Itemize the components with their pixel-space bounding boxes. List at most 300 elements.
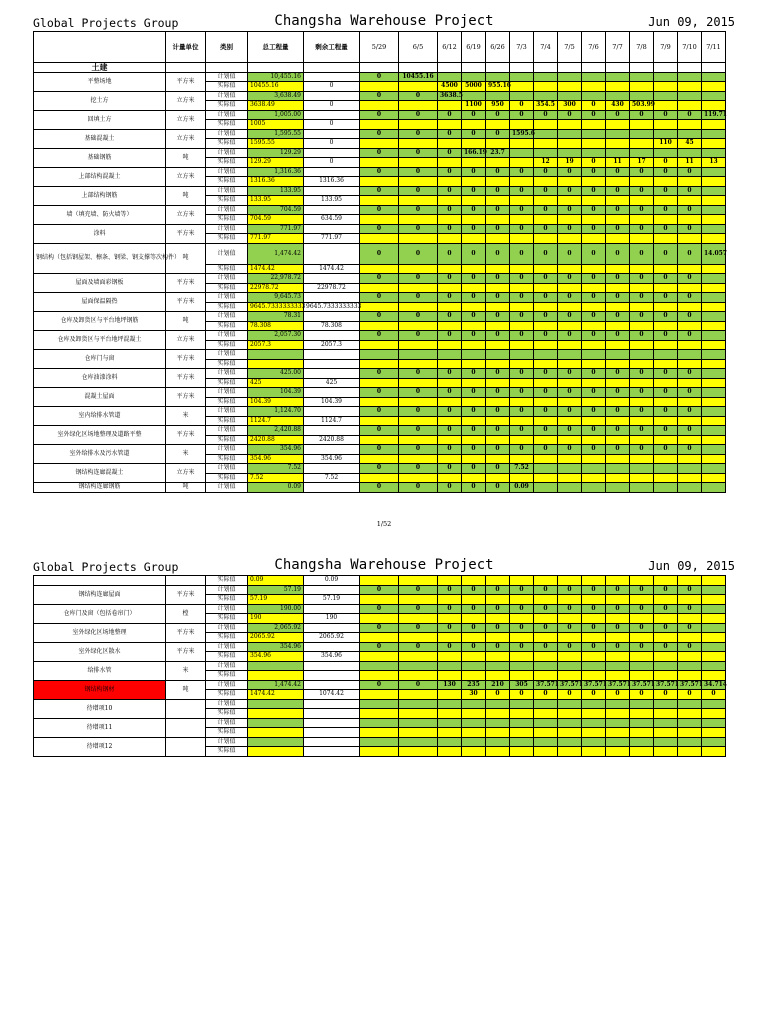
col-week: 6/5 — [399, 32, 438, 63]
plan-week-cell: 0 — [678, 205, 702, 215]
planned-total: 104.39 — [248, 388, 304, 398]
plan-week-cell: 0 — [534, 312, 558, 322]
actual-total: 704.59 — [248, 215, 304, 225]
section-title: 土建 — [34, 63, 166, 73]
actual-week-cell — [360, 595, 399, 605]
actual-week-cell — [630, 435, 654, 445]
remaining-blank — [304, 186, 360, 196]
actual-week-cell — [486, 709, 510, 719]
actual-week-cell — [582, 196, 606, 206]
row-type-actual: 实际值 — [206, 728, 248, 738]
actual-week-cell — [606, 671, 630, 681]
plan-week-cell — [399, 661, 438, 671]
planned-total: 129.29 — [248, 148, 304, 158]
actual-week-cell — [399, 652, 438, 662]
table-row — [34, 312, 726, 322]
actual-week-cell — [582, 747, 606, 757]
actual-week-cell: 5000 — [462, 82, 486, 92]
plan-week-cell — [510, 699, 534, 709]
plan-week-cell: 0 — [486, 312, 510, 322]
plan-week-cell — [534, 483, 558, 493]
plan-week-cell — [582, 148, 606, 158]
plan-week-cell — [702, 464, 726, 474]
actual-week-cell — [702, 378, 726, 388]
table-row — [34, 407, 726, 417]
plan-week-cell — [486, 350, 510, 360]
actual-week-cell — [630, 139, 654, 149]
actual-week-cell — [534, 747, 558, 757]
plan-week-cell — [654, 699, 678, 709]
plan-week-cell: 0 — [510, 331, 534, 341]
row-type-actual: 实际值 — [206, 101, 248, 111]
plan-week-cell: 0 — [438, 604, 462, 614]
actual-week-cell — [438, 177, 462, 187]
actual-week-cell — [438, 614, 462, 624]
actual-week-cell — [360, 728, 399, 738]
actual-week-cell — [438, 101, 462, 111]
table-row — [34, 243, 726, 264]
schedule-table-page-2 — [33, 575, 726, 757]
plan-week-cell — [630, 72, 654, 82]
empty-cell — [399, 63, 438, 73]
plan-week-cell: 0 — [399, 274, 438, 284]
actual-week-cell — [702, 196, 726, 206]
item-name: 室外给排水及污水管道 — [34, 445, 166, 464]
plan-week-cell: 0 — [360, 148, 399, 158]
table-row — [34, 110, 726, 120]
item-unit: 平方米 — [166, 274, 206, 293]
plan-week-cell — [558, 72, 582, 82]
plan-week-cell — [678, 148, 702, 158]
plan-week-cell: 0 — [360, 91, 399, 101]
actual-week-cell — [462, 652, 486, 662]
actual-week-cell — [654, 359, 678, 369]
plan-week-cell: 0 — [534, 224, 558, 234]
table-row — [34, 274, 726, 284]
row-type-actual: 实际值 — [206, 416, 248, 426]
actual-week-cell — [510, 340, 534, 350]
plan-week-cell: 0 — [438, 464, 462, 474]
plan-week-cell: 0 — [654, 585, 678, 595]
actual-week-cell: 0 — [654, 158, 678, 168]
plan-week-cell: 0 — [558, 642, 582, 652]
plan-week-cell: 10455.16 — [399, 72, 438, 82]
actual-week-cell: 11 — [606, 158, 630, 168]
row-type-plan: 计划值 — [206, 274, 248, 284]
plan-week-cell — [606, 464, 630, 474]
actual-week-cell — [438, 302, 462, 312]
actual-week-cell — [399, 633, 438, 643]
actual-total: 9645.7333333333 — [248, 302, 304, 312]
actual-week-cell — [630, 416, 654, 426]
actual-week-cell — [630, 120, 654, 130]
plan-week-cell: 0 — [606, 167, 630, 177]
actual-week-cell — [360, 473, 399, 483]
actual-week-cell — [510, 158, 534, 168]
plan-week-cell: 0 — [399, 369, 438, 379]
plan-week-cell: 0 — [462, 186, 486, 196]
actual-week-cell — [702, 595, 726, 605]
actual-week-cell — [654, 234, 678, 244]
actual-week-cell: 503.99 — [630, 101, 654, 111]
actual-week-cell — [438, 359, 462, 369]
actual-week-cell — [606, 340, 630, 350]
item-name: 涂料 — [34, 224, 166, 243]
empty-cell — [166, 63, 206, 73]
empty-cell — [462, 63, 486, 73]
actual-week-cell — [399, 234, 438, 244]
actual-week-cell — [399, 378, 438, 388]
plan-week-cell: 0 — [558, 243, 582, 264]
plan-week-cell — [702, 623, 726, 633]
plan-week-cell: 0 — [654, 426, 678, 436]
actual-week-cell — [360, 82, 399, 92]
actual-week-cell — [702, 82, 726, 92]
remaining-qty — [304, 671, 360, 681]
plan-week-cell: 0 — [510, 274, 534, 284]
plan-week-cell — [582, 91, 606, 101]
table-row — [34, 699, 726, 709]
actual-total: 104.39 — [248, 397, 304, 407]
empty-cell — [206, 63, 248, 73]
plan-week-cell: 0 — [558, 604, 582, 614]
plan-week-cell — [654, 129, 678, 139]
actual-week-cell — [438, 435, 462, 445]
plan-week-cell: 0 — [606, 585, 630, 595]
page-number: 1/52 — [376, 520, 392, 528]
plan-week-cell: 0 — [582, 312, 606, 322]
planned-total: 78.31 — [248, 312, 304, 322]
item-unit: 立方米 — [166, 167, 206, 186]
item-name: 给排水管 — [34, 661, 166, 680]
plan-week-cell — [582, 350, 606, 360]
plan-week-cell: 0 — [630, 293, 654, 303]
remaining-blank — [304, 426, 360, 436]
plan-week-cell: 0 — [462, 312, 486, 322]
plan-week-cell: 0 — [630, 623, 654, 633]
plan-week-cell — [582, 483, 606, 493]
actual-week-cell — [558, 397, 582, 407]
plan-week-cell: 0 — [399, 331, 438, 341]
actual-week-cell — [360, 158, 399, 168]
plan-week-cell: 0 — [606, 369, 630, 379]
row-type-plan: 计划值 — [206, 243, 248, 264]
actual-week-cell — [486, 633, 510, 643]
actual-week-cell — [360, 196, 399, 206]
item-unit: 平方米 — [166, 623, 206, 642]
plan-week-cell — [534, 91, 558, 101]
plan-week-cell — [654, 464, 678, 474]
actual-week-cell: 0 — [702, 690, 726, 700]
actual-week-cell — [606, 747, 630, 757]
actual-week-cell — [399, 264, 438, 274]
row-type-plan: 计划值 — [206, 642, 248, 652]
actual-week-cell — [534, 340, 558, 350]
report-date: Jun 09, 2015 — [648, 15, 735, 29]
actual-week-cell — [702, 709, 726, 719]
plan-week-cell — [678, 72, 702, 82]
row-type-actual: 实际值 — [206, 82, 248, 92]
plan-week-cell — [510, 718, 534, 728]
plan-week-cell: 0 — [534, 642, 558, 652]
plan-week-cell: 0 — [360, 369, 399, 379]
col-week: 7/9 — [654, 32, 678, 63]
actual-week-cell — [606, 397, 630, 407]
actual-week-cell — [630, 234, 654, 244]
plan-week-cell: 0 — [462, 642, 486, 652]
row-type-plan: 计划值 — [206, 483, 248, 493]
planned-total: 0.09 — [248, 483, 304, 493]
actual-week-cell — [462, 435, 486, 445]
plan-week-cell — [510, 91, 534, 101]
plan-week-cell — [534, 661, 558, 671]
col-week: 7/5 — [558, 32, 582, 63]
plan-week-cell: 0 — [678, 224, 702, 234]
actual-week-cell — [438, 378, 462, 388]
actual-week-cell: 0 — [654, 690, 678, 700]
actual-week-cell — [582, 397, 606, 407]
actual-week-cell: 0 — [486, 690, 510, 700]
remaining-blank — [304, 148, 360, 158]
actual-week-cell — [399, 473, 438, 483]
plan-week-cell: 0 — [399, 407, 438, 417]
row-type-plan: 计划值 — [206, 167, 248, 177]
plan-week-cell — [558, 483, 582, 493]
row-type-actual: 实际值 — [206, 321, 248, 331]
actual-week-cell — [654, 177, 678, 187]
row-type-actual: 实际值 — [206, 359, 248, 369]
project-title: Changsha Warehouse Project — [274, 557, 494, 573]
plan-week-cell: 0 — [510, 445, 534, 455]
actual-total: 2057.3 — [248, 340, 304, 350]
table-row — [34, 464, 726, 474]
actual-week-cell — [438, 671, 462, 681]
plan-week-cell: 235 — [462, 680, 486, 690]
plan-week-cell — [678, 464, 702, 474]
actual-week-cell: 950 — [486, 101, 510, 111]
actual-week-cell — [360, 671, 399, 681]
actual-week-cell — [630, 633, 654, 643]
actual-week-cell — [678, 302, 702, 312]
actual-week-cell — [558, 454, 582, 464]
plan-week-cell: 0 — [510, 205, 534, 215]
actual-week-cell — [438, 234, 462, 244]
plan-week-cell: 0 — [678, 445, 702, 455]
actual-week-cell — [606, 633, 630, 643]
plan-week-cell — [702, 186, 726, 196]
plan-week-cell: 0 — [582, 642, 606, 652]
plan-week-cell: 0 — [654, 167, 678, 177]
plan-week-cell: 0 — [510, 167, 534, 177]
plan-week-cell: 0 — [438, 642, 462, 652]
actual-total: 1316.36 — [248, 177, 304, 187]
remaining-qty — [304, 359, 360, 369]
plan-week-cell: 305 — [510, 680, 534, 690]
plan-week-cell: 0 — [462, 604, 486, 614]
plan-week-cell: 37.571 — [534, 680, 558, 690]
actual-week-cell — [630, 747, 654, 757]
actual-week-cell — [654, 397, 678, 407]
row-type-plan: 计划值 — [206, 350, 248, 360]
empty-cell — [438, 63, 462, 73]
plan-week-cell — [462, 718, 486, 728]
actual-week-cell: 0 — [510, 690, 534, 700]
actual-week-cell — [486, 283, 510, 293]
actual-total — [248, 747, 304, 757]
actual-week-cell — [399, 283, 438, 293]
plan-week-cell: 0 — [654, 224, 678, 234]
actual-week-cell — [399, 671, 438, 681]
actual-total — [248, 728, 304, 738]
plan-week-cell: 0 — [510, 186, 534, 196]
plan-week-cell: 23.7 — [486, 148, 510, 158]
plan-week-cell — [462, 72, 486, 82]
item-name: 基础混凝土 — [34, 129, 166, 148]
plan-week-cell: 0 — [558, 224, 582, 234]
actual-week-cell — [654, 595, 678, 605]
actual-week-cell — [654, 633, 678, 643]
item-name: 待增项12 — [34, 737, 166, 756]
plan-week-cell: 0 — [486, 205, 510, 215]
remaining-qty — [304, 728, 360, 738]
item-unit: 吨 — [166, 186, 206, 205]
actual-week-cell — [702, 576, 726, 586]
item-name: 待增项11 — [34, 718, 166, 737]
plan-week-cell: 0 — [630, 369, 654, 379]
planned-total — [248, 737, 304, 747]
actual-week-cell — [510, 595, 534, 605]
remaining-blank — [304, 91, 360, 101]
actual-week-cell — [510, 82, 534, 92]
actual-week-cell — [360, 215, 399, 225]
plan-week-cell: 0 — [462, 445, 486, 455]
actual-week-cell: 45 — [678, 139, 702, 149]
actual-week-cell: 1100 — [462, 101, 486, 111]
actual-week-cell — [438, 158, 462, 168]
plan-week-cell — [438, 737, 462, 747]
actual-week-cell — [678, 652, 702, 662]
actual-week-cell — [399, 747, 438, 757]
actual-week-cell — [702, 120, 726, 130]
plan-week-cell — [510, 661, 534, 671]
row-type-actual: 实际值 — [206, 378, 248, 388]
row-type-plan: 计划值 — [206, 623, 248, 633]
item-unit: 米 — [166, 661, 206, 680]
plan-week-cell: 0 — [462, 331, 486, 341]
actual-week-cell — [630, 709, 654, 719]
plan-week-cell: 0 — [510, 426, 534, 436]
plan-week-cell: 166.19 — [462, 148, 486, 158]
remaining-qty: 104.39 — [304, 397, 360, 407]
item-name — [34, 576, 166, 586]
plan-week-cell: 0 — [534, 243, 558, 264]
plan-week-cell: 0 — [462, 167, 486, 177]
plan-week-cell — [462, 661, 486, 671]
actual-week-cell — [399, 196, 438, 206]
plan-week-cell: 0 — [630, 426, 654, 436]
actual-week-cell — [702, 652, 726, 662]
actual-week-cell — [654, 435, 678, 445]
actual-week-cell — [606, 652, 630, 662]
remaining-blank — [304, 483, 360, 493]
col-week: 7/8 — [630, 32, 654, 63]
plan-week-cell — [702, 699, 726, 709]
row-type-plan: 计划值 — [206, 331, 248, 341]
plan-week-cell — [510, 350, 534, 360]
actual-week-cell — [582, 321, 606, 331]
actual-week-cell — [486, 340, 510, 350]
planned-total: 22,978.72 — [248, 274, 304, 284]
actual-week-cell — [510, 416, 534, 426]
actual-week-cell — [486, 196, 510, 206]
plan-week-cell: 0 — [510, 243, 534, 264]
plan-week-cell: 0 — [606, 388, 630, 398]
plan-week-cell — [534, 699, 558, 709]
plan-week-cell: 1595.6 — [510, 129, 534, 139]
remaining-qty: 0.09 — [304, 576, 360, 586]
actual-week-cell — [438, 283, 462, 293]
actual-week-cell — [399, 321, 438, 331]
actual-week-cell — [702, 435, 726, 445]
plan-week-cell: 0 — [654, 110, 678, 120]
col-week: 7/11 — [702, 32, 726, 63]
remaining-blank — [304, 331, 360, 341]
planned-total: 133.95 — [248, 186, 304, 196]
actual-week-cell — [486, 728, 510, 738]
plan-week-cell — [360, 737, 399, 747]
actual-week-cell — [534, 264, 558, 274]
actual-week-cell — [678, 264, 702, 274]
plan-week-cell: 0 — [510, 388, 534, 398]
row-type-plan: 计划值 — [206, 737, 248, 747]
actual-week-cell — [558, 728, 582, 738]
plan-week-cell: 0 — [360, 274, 399, 284]
plan-week-cell: 0 — [438, 312, 462, 322]
actual-total: 354.96 — [248, 454, 304, 464]
plan-week-cell: 0 — [399, 224, 438, 234]
item-name: 仓库门与窗 — [34, 350, 166, 369]
plan-week-cell: 0 — [678, 604, 702, 614]
table-row — [34, 576, 726, 586]
plan-week-cell: 0 — [438, 274, 462, 284]
actual-week-cell — [510, 576, 534, 586]
plan-week-cell: 0 — [654, 642, 678, 652]
plan-week-cell — [630, 350, 654, 360]
plan-week-cell: 0 — [399, 148, 438, 158]
actual-week-cell — [702, 671, 726, 681]
actual-week-cell — [360, 652, 399, 662]
plan-week-cell: 0 — [558, 388, 582, 398]
actual-week-cell — [438, 416, 462, 426]
plan-week-cell: 14.057 — [702, 243, 726, 264]
plan-week-cell: 0 — [606, 407, 630, 417]
plan-week-cell: 0 — [678, 186, 702, 196]
plan-week-cell — [486, 91, 510, 101]
item-unit: 平方米 — [166, 72, 206, 91]
remaining-blank — [304, 718, 360, 728]
actual-week-cell — [654, 416, 678, 426]
plan-week-cell: 0 — [582, 224, 606, 234]
actual-total: 78.308 — [248, 321, 304, 331]
row-type-actual: 实际值 — [206, 397, 248, 407]
plan-week-cell: 0 — [630, 642, 654, 652]
row-type-plan: 计划值 — [206, 129, 248, 139]
plan-week-cell: 0 — [606, 445, 630, 455]
actual-week-cell — [462, 234, 486, 244]
item-unit: 立方米 — [166, 129, 206, 148]
actual-week-cell — [606, 709, 630, 719]
remaining-qty: 2057.3 — [304, 340, 360, 350]
